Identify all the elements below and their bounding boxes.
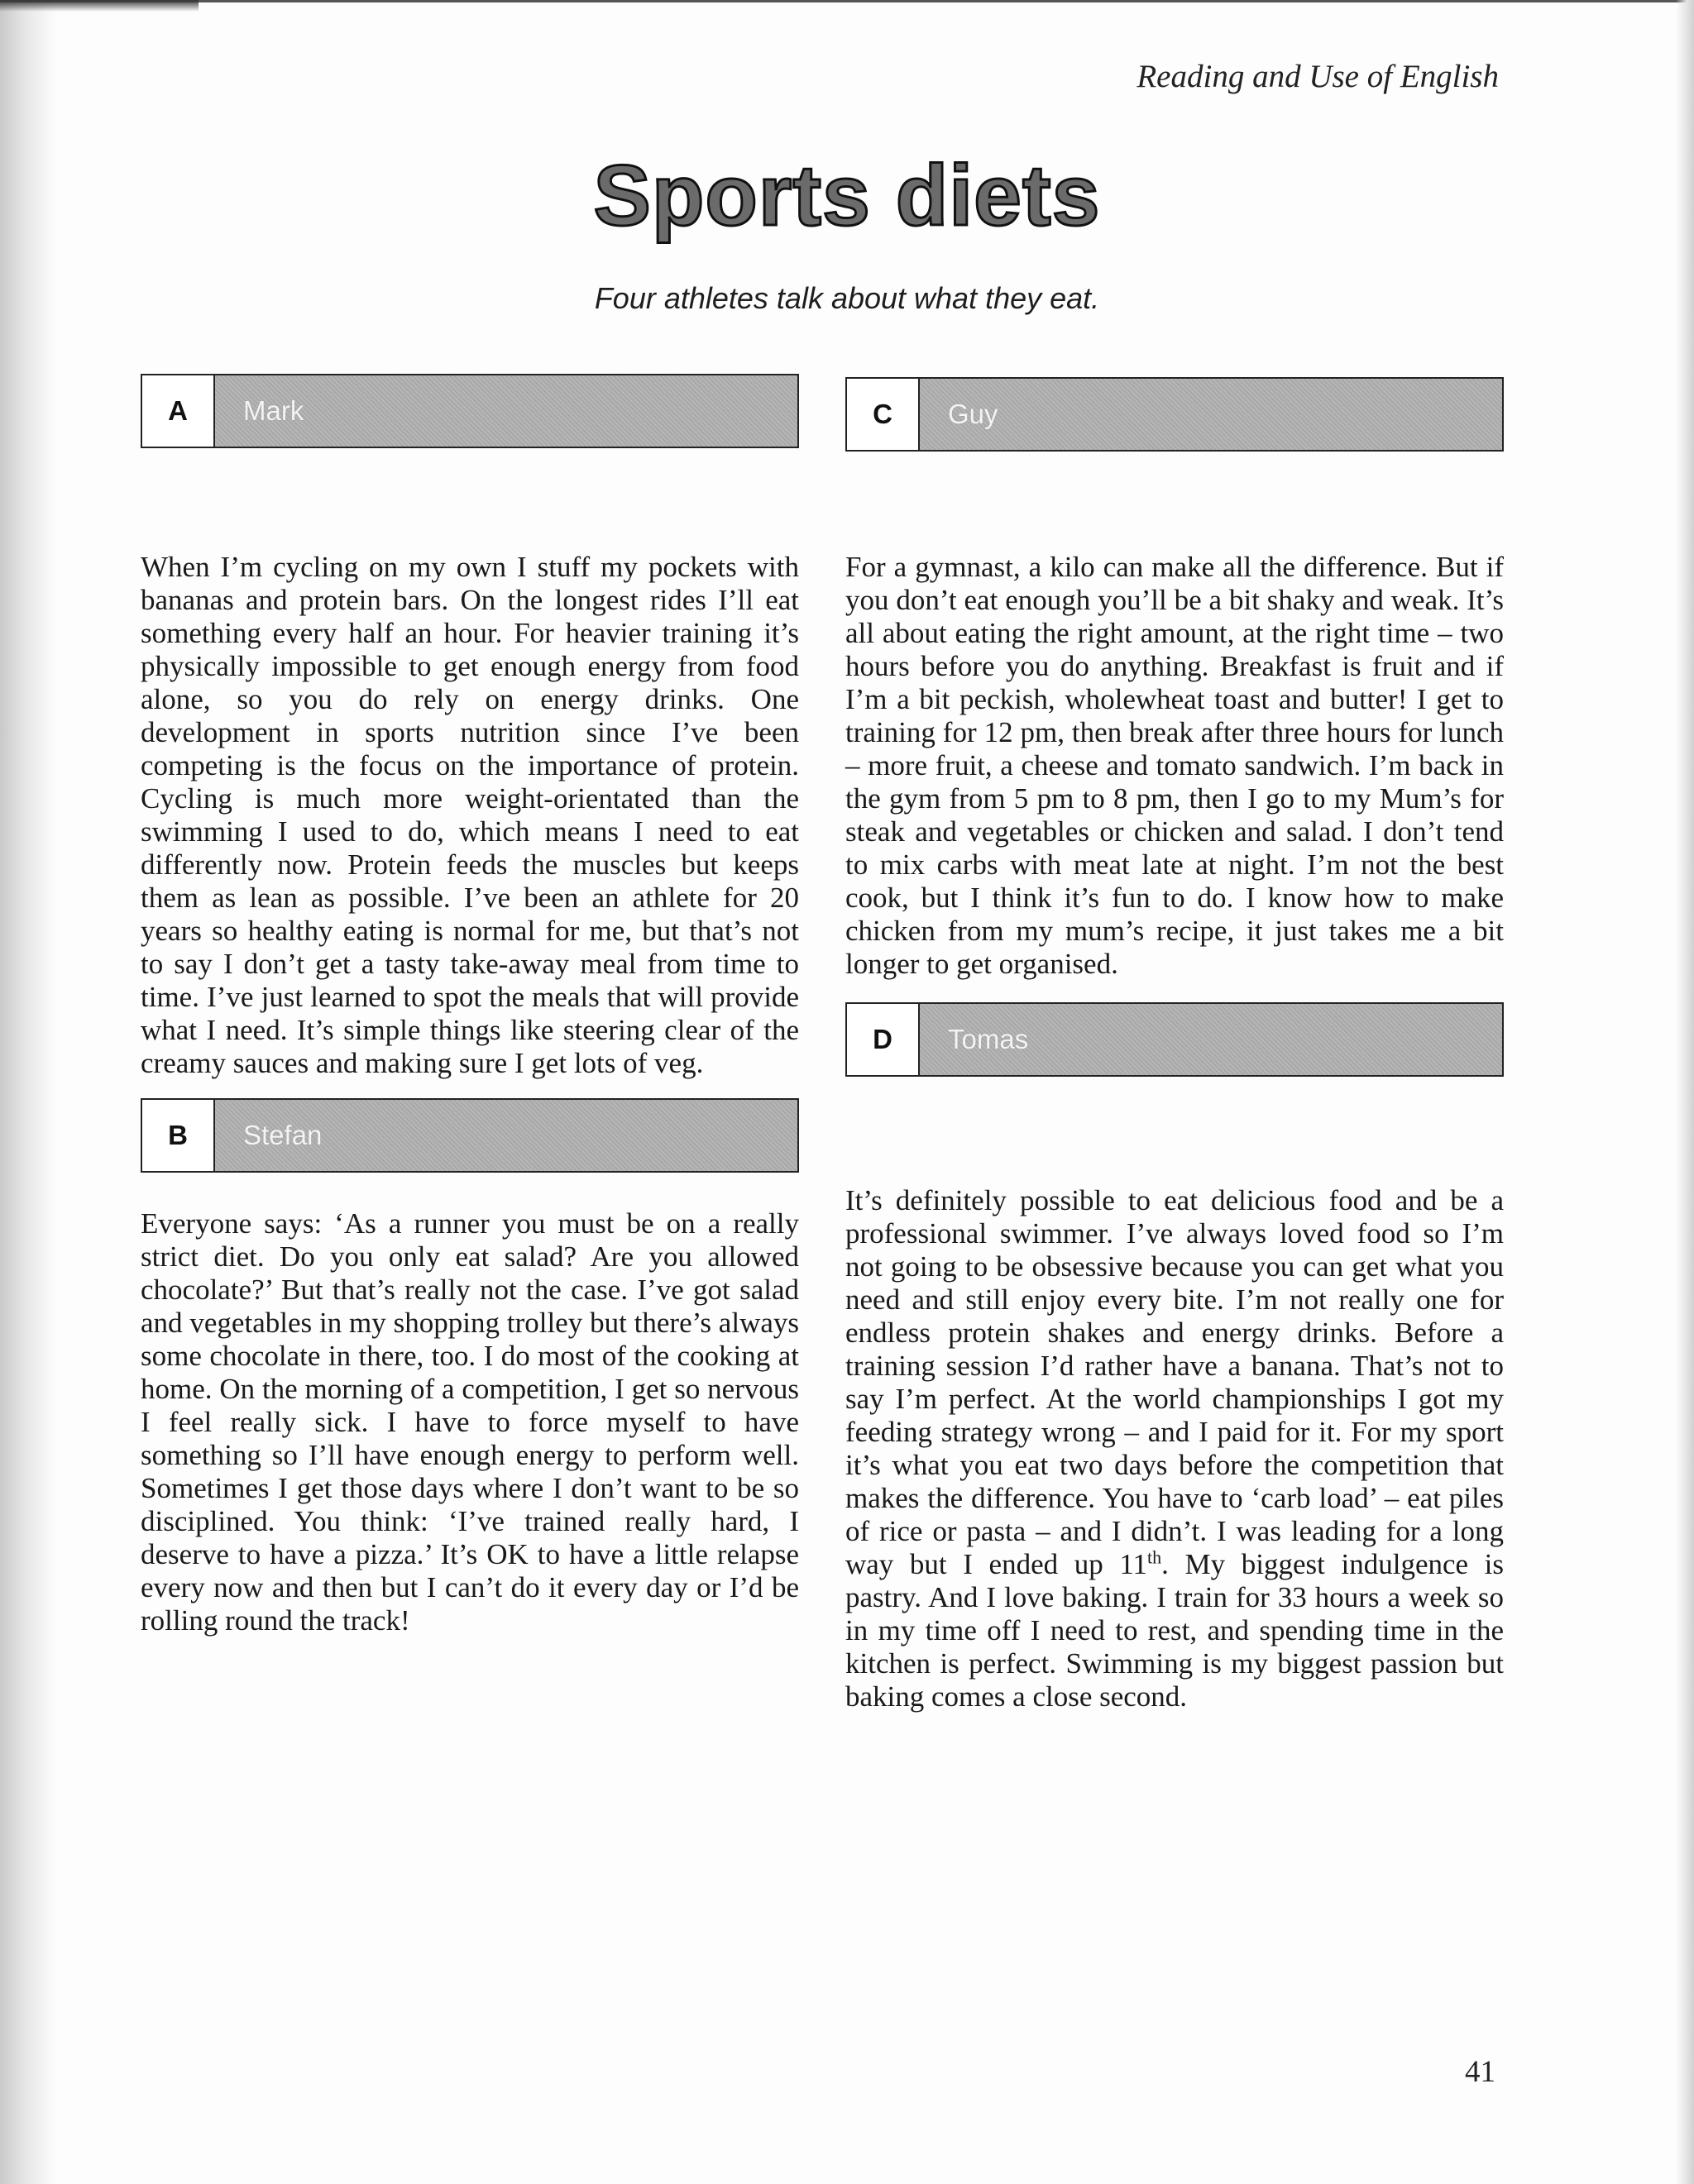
entry-c-header [845, 377, 1504, 452]
article-title: Sports diets [593, 148, 1101, 244]
entry-d [845, 1002, 1504, 1713]
entry-d-letter: D [847, 1004, 920, 1075]
page-binding-shadow [0, 0, 58, 2184]
entry-b-name: Stefan [215, 1100, 797, 1171]
entry-b-letter: B [142, 1100, 215, 1171]
entry-d-ordinal-suffix: th [1147, 1546, 1162, 1568]
entry-c [845, 377, 1504, 981]
entry-a-header [141, 374, 799, 448]
entry-d-header [845, 1002, 1504, 1077]
entry-d-text-part1: It’s definitely possible to eat delicious food and be a professional swimmer. I’ve always loved food so I’m not going to be obsessive because you can get what you need and still enjoy every bite. I’m not really one for endless protein shakes and energy drinks. Before a training session I’d rather have a banana. That’s not to say I’m perfect. At the world championships I got my feeding strategy wrong – and I paid for it. For my sport it’s what you eat two days before the competition that makes the difference. You have to ‘carb load’ – eat piles of rice or pasta – and I didn’t. I was leading for a long way but I ended up 11 [845, 1184, 1504, 1580]
article-subtitle: Four athletes talk about what they eat. [594, 281, 1100, 315]
entry-b [141, 1098, 799, 1637]
entry-d-name: Tomas [920, 1004, 1502, 1075]
page-top-edge [0, 0, 199, 12]
entry-a-name: Mark [215, 375, 797, 447]
entry-a-letter: A [142, 375, 215, 447]
page-number: 41 [1465, 2055, 1495, 2089]
entry-d-text [845, 1184, 1504, 1713]
entry-c-name: Guy [920, 379, 1502, 450]
entry-c-text: For a gymnast, a kilo can make all the difference. But if you don’t eat enough you’ll be a bit shaky and weak. It’s all about eating the right amount, at the right time – two hours before you do anything. Breakfast is fruit and if I’m a bit peckish, wholewheat toast and butter! I get to training for 12 pm, then break after three hours for lunch – more fruit, a cheese and tomato sandwich. I’m back in the gym from 5 pm to 8 pm, then I go to my Mum’s for steak and vegetables or chicken and salad. I don’t tend to mix carbs with meat late at night. I’m not the best cook, but I think it’s fun to do. I know how to make chicken from my mum’s recipe, it just takes me a bit longer to get organised. [845, 551, 1504, 980]
page-top-rule [0, 0, 1694, 2]
entry-d-text-part2: . My biggest indulgence is pastry. And I love baking. I train for 33 hours a week so in my time off I need to rest, and spending time in the kitchen is perfect. Swimming is my biggest passion but baking comes a close second. [845, 1548, 1505, 1713]
entry-a [141, 374, 799, 1080]
entry-c-letter: C [847, 379, 920, 450]
page-right-edge [1676, 0, 1694, 2184]
entry-a-text: When I’m cycling on my own I stuff my pockets with bananas and protein bars. On the longest rides I’ll eat something every half an hour. For heavier training it’s physically impossible to get enough energy from food alone, so you do rely on energy drinks. One development in sports nutrition since I’ve been competing is the focus on the importance of protein. Cycling is much more weight-orientated than the swimming I used to do, which means I need to eat differently now. Protein feeds the muscles but keeps them as lean as possible. I’ve been an athlete for 20 years so healthy eating is normal for me, but that’s not to say I don’t get a tasty take-away meal from time to time. I’ve just learned to spot the meals that will provide what I need. It’s simple things like steering clear of the creamy sauces and making sure I get lots of veg. [141, 551, 799, 1079]
entry-b-header [141, 1098, 799, 1173]
running-head: Reading and Use of English [1137, 59, 1499, 94]
entry-b-text: Everyone says: ‘As a runner you must be on a really strict diet. Do you only eat salad? Are you allowed chocolate?’ But that’s really not the case. I’ve got salad and vegetables in my shopping trolley but there’s always some chocolate in there, too. I do most of the cooking at home. On the morning of a competition, I get so nervous I feel really sick. I have to force myself to have something so I’ll have enough energy to perform well. Sometimes I get those days where I don’t want to be so disciplined. You think: ‘I’ve trained really hard, I deserve to have a pizza.’ It’s OK to have a little relapse every now and then but I can’t do it every day or I’d be rolling round the track! [141, 1207, 799, 1637]
